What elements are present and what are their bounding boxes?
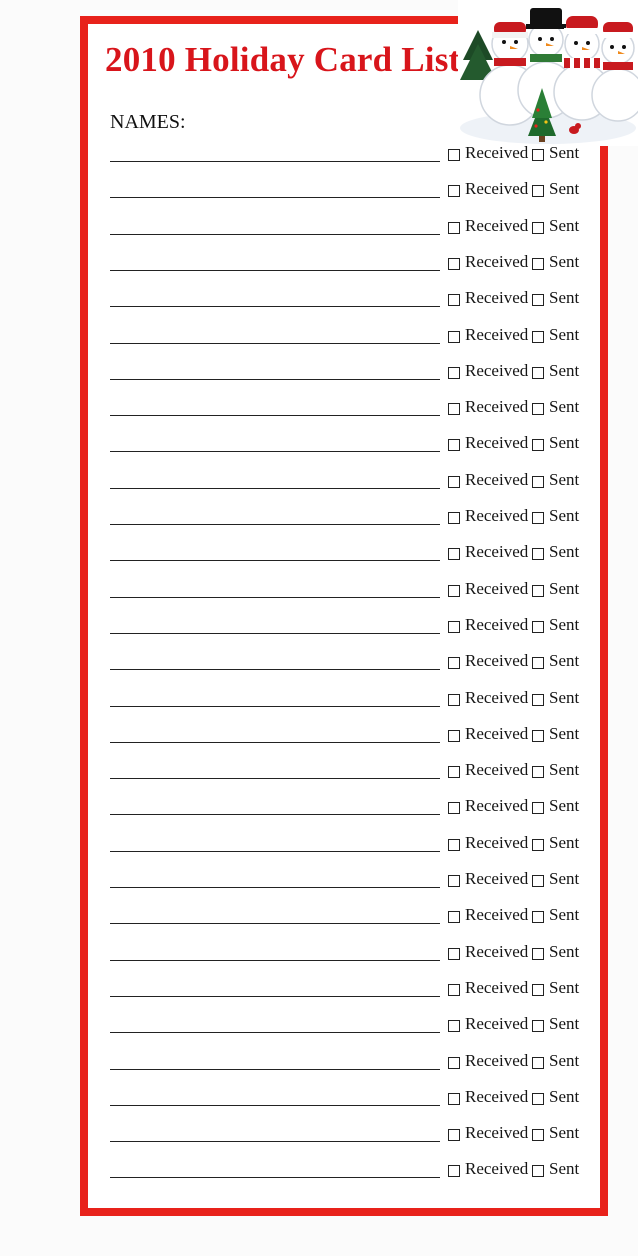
received-checkbox[interactable]	[448, 766, 460, 778]
received-checkbox[interactable]	[448, 694, 460, 706]
sent-checkbox[interactable]	[532, 1020, 544, 1032]
received-checkbox[interactable]	[448, 439, 460, 451]
sent-label: Sent	[549, 1086, 580, 1106]
sent-label: Sent	[549, 614, 580, 634]
received-label: Received	[465, 905, 529, 925]
list-item	[110, 505, 590, 531]
name-entry-line[interactable]	[110, 524, 440, 525]
received-label: Received	[465, 1014, 529, 1034]
name-entry-line[interactable]	[110, 996, 440, 997]
list-item	[110, 432, 590, 458]
list-item	[110, 396, 590, 422]
list-item	[110, 1013, 590, 1039]
sent-label: Sent	[549, 1050, 580, 1070]
received-checkbox[interactable]	[448, 802, 460, 814]
sent-label: Sent	[549, 832, 580, 852]
received-checkbox[interactable]	[448, 149, 460, 161]
list-item	[110, 941, 590, 967]
name-entry-line[interactable]	[110, 887, 440, 888]
sent-label: Sent	[549, 687, 580, 707]
received-label: Received	[465, 760, 529, 780]
received-checkbox[interactable]	[448, 1093, 460, 1105]
list-item	[110, 1158, 590, 1184]
sent-label: Sent	[549, 869, 580, 888]
name-entry-line[interactable]	[110, 197, 440, 198]
name-entry-line[interactable]	[110, 270, 440, 271]
received-checkbox[interactable]	[448, 548, 460, 560]
list-item	[110, 324, 590, 350]
list-item	[110, 578, 590, 604]
received-checkbox[interactable]	[448, 984, 460, 996]
received-checkbox[interactable]	[448, 294, 460, 306]
name-entry-line[interactable]	[110, 1141, 440, 1142]
list-item	[110, 178, 590, 204]
received-checkbox[interactable]	[448, 222, 460, 234]
sent-checkbox[interactable]	[532, 548, 544, 560]
sent-label: Sent	[549, 469, 580, 489]
received-label: Received	[465, 1123, 529, 1143]
list-item	[110, 614, 590, 640]
name-entry-line[interactable]	[110, 488, 440, 489]
name-entry-line[interactable]	[110, 814, 440, 815]
received-label: Received	[465, 651, 529, 671]
sent-checkbox[interactable]	[532, 802, 544, 814]
received-label: Received	[465, 941, 529, 961]
received-label: Received	[465, 614, 529, 634]
received-label: Received	[465, 687, 529, 707]
list-item	[110, 469, 590, 495]
name-entry-line[interactable]	[110, 161, 440, 162]
received-checkbox[interactable]	[448, 1057, 460, 1069]
name-entry-line[interactable]	[110, 379, 440, 380]
received-checkbox[interactable]	[448, 403, 460, 415]
received-label: Received	[465, 288, 529, 308]
list-item	[110, 904, 590, 930]
name-entry-line[interactable]	[110, 1069, 440, 1070]
sent-label: Sent	[549, 397, 580, 417]
sent-checkbox[interactable]	[532, 331, 544, 343]
names-label: NAMES:	[110, 111, 186, 133]
sent-label: Sent	[549, 251, 580, 271]
sent-label: Sent	[549, 1014, 580, 1034]
page-title: 2010 Holiday Card List	[105, 40, 461, 79]
received-label: Received	[465, 469, 529, 489]
name-entry-line[interactable]	[110, 343, 440, 344]
sent-checkbox[interactable]	[532, 875, 544, 887]
received-checkbox[interactable]	[448, 911, 460, 923]
sent-label: Sent	[549, 324, 580, 344]
received-label: Received	[465, 1086, 529, 1106]
list-item	[110, 287, 590, 313]
sent-checkbox[interactable]	[532, 222, 544, 234]
sent-checkbox[interactable]	[532, 1165, 544, 1177]
sent-checkbox[interactable]	[532, 294, 544, 306]
sent-label: Sent	[549, 723, 580, 743]
sent-checkbox[interactable]	[532, 839, 544, 851]
sent-checkbox[interactable]	[532, 439, 544, 451]
name-entry-line[interactable]	[110, 851, 440, 852]
received-label: Received	[465, 215, 529, 235]
received-label: Received	[465, 578, 529, 598]
name-entry-line[interactable]	[110, 597, 440, 598]
received-label: Received	[465, 542, 529, 562]
received-label: Received	[465, 143, 529, 162]
sent-checkbox[interactable]	[532, 984, 544, 996]
name-entry-line[interactable]	[110, 560, 440, 561]
list-item	[110, 251, 590, 277]
sent-checkbox[interactable]	[532, 657, 544, 669]
sent-label: Sent	[549, 1159, 580, 1179]
sent-label: Sent	[549, 288, 580, 308]
name-entry-line[interactable]	[110, 778, 440, 779]
received-checkbox[interactable]	[448, 621, 460, 633]
name-entry-line[interactable]	[110, 415, 440, 416]
name-entry-line[interactable]	[110, 1177, 440, 1178]
sent-checkbox[interactable]	[532, 1093, 544, 1105]
list-item	[110, 795, 590, 821]
name-entry-line[interactable]	[110, 234, 440, 235]
sent-label: Sent	[549, 1123, 580, 1143]
sent-checkbox[interactable]	[532, 585, 544, 597]
list-item	[110, 723, 590, 749]
sent-checkbox[interactable]	[532, 1129, 544, 1141]
received-checkbox[interactable]	[448, 875, 460, 887]
sent-checkbox[interactable]	[532, 730, 544, 742]
received-checkbox[interactable]	[448, 839, 460, 851]
received-checkbox[interactable]	[448, 1020, 460, 1032]
sent-checkbox[interactable]	[532, 948, 544, 960]
list-item	[110, 541, 590, 567]
received-label: Received	[465, 977, 529, 997]
list-item	[110, 142, 590, 168]
sent-label: Sent	[549, 506, 580, 525]
name-entry-line[interactable]	[110, 633, 440, 634]
sent-label: Sent	[549, 941, 580, 961]
received-label: Received	[465, 433, 529, 453]
sent-label: Sent	[549, 651, 580, 671]
name-entry-line[interactable]	[110, 669, 440, 670]
sent-label: Sent	[549, 760, 580, 780]
sent-label: Sent	[549, 215, 580, 235]
list-item	[110, 759, 590, 785]
received-label: Received	[465, 869, 529, 888]
sent-label: Sent	[549, 433, 580, 453]
sent-label: Sent	[549, 796, 580, 816]
list-item	[110, 360, 590, 386]
sent-checkbox[interactable]	[532, 476, 544, 488]
sent-checkbox[interactable]	[532, 367, 544, 379]
received-label: Received	[465, 251, 529, 271]
sent-label: Sent	[549, 905, 580, 925]
list-item	[110, 868, 590, 894]
sent-label: Sent	[549, 542, 580, 562]
sent-checkbox[interactable]	[532, 766, 544, 778]
received-label: Received	[465, 1050, 529, 1070]
list-item	[110, 215, 590, 241]
name-entry-line[interactable]	[110, 451, 440, 452]
received-checkbox[interactable]	[448, 730, 460, 742]
name-entry-line[interactable]	[110, 742, 440, 743]
list-item	[110, 1122, 590, 1148]
sent-checkbox[interactable]	[532, 1057, 544, 1069]
sent-checkbox[interactable]	[532, 621, 544, 633]
name-entry-line[interactable]	[110, 1105, 440, 1106]
name-entry-line[interactable]	[110, 706, 440, 707]
sent-checkbox[interactable]	[532, 512, 544, 524]
sent-label: Sent	[549, 360, 580, 380]
sent-label: Sent	[549, 143, 580, 162]
received-checkbox[interactable]	[448, 512, 460, 524]
received-checkbox[interactable]	[448, 367, 460, 379]
name-entry-line[interactable]	[110, 306, 440, 307]
received-checkbox[interactable]	[448, 185, 460, 197]
received-label: Received	[465, 324, 529, 344]
list-item	[110, 1086, 590, 1112]
received-label: Received	[465, 397, 529, 417]
received-checkbox[interactable]	[448, 948, 460, 960]
received-label: Received	[465, 360, 529, 380]
received-checkbox[interactable]	[448, 657, 460, 669]
sent-label: Sent	[549, 578, 580, 598]
sent-checkbox[interactable]	[532, 149, 544, 161]
received-label: Received	[465, 1159, 529, 1179]
received-label: Received	[465, 179, 529, 199]
received-checkbox[interactable]	[448, 331, 460, 343]
received-checkbox[interactable]	[448, 585, 460, 597]
sent-checkbox[interactable]	[532, 911, 544, 923]
received-checkbox[interactable]	[448, 476, 460, 488]
sent-checkbox[interactable]	[532, 185, 544, 197]
received-label: Received	[465, 796, 529, 816]
sent-label: Sent	[549, 977, 580, 997]
sent-label: Sent	[549, 179, 580, 199]
received-checkbox[interactable]	[448, 258, 460, 270]
received-checkbox[interactable]	[448, 1129, 460, 1141]
name-entry-line[interactable]	[110, 923, 440, 924]
name-entry-line[interactable]	[110, 1032, 440, 1033]
received-label: Received	[465, 723, 529, 743]
list-item	[110, 1050, 590, 1076]
received-label: Received	[465, 506, 529, 525]
sent-checkbox[interactable]	[532, 694, 544, 706]
received-label: Received	[465, 832, 529, 852]
list-item	[110, 687, 590, 713]
name-entry-line[interactable]	[110, 960, 440, 961]
received-checkbox[interactable]	[448, 1165, 460, 1177]
list-item	[110, 977, 590, 1003]
list-item	[110, 832, 590, 858]
sent-checkbox[interactable]	[532, 258, 544, 270]
sent-checkbox[interactable]	[532, 403, 544, 415]
list-item	[110, 650, 590, 676]
